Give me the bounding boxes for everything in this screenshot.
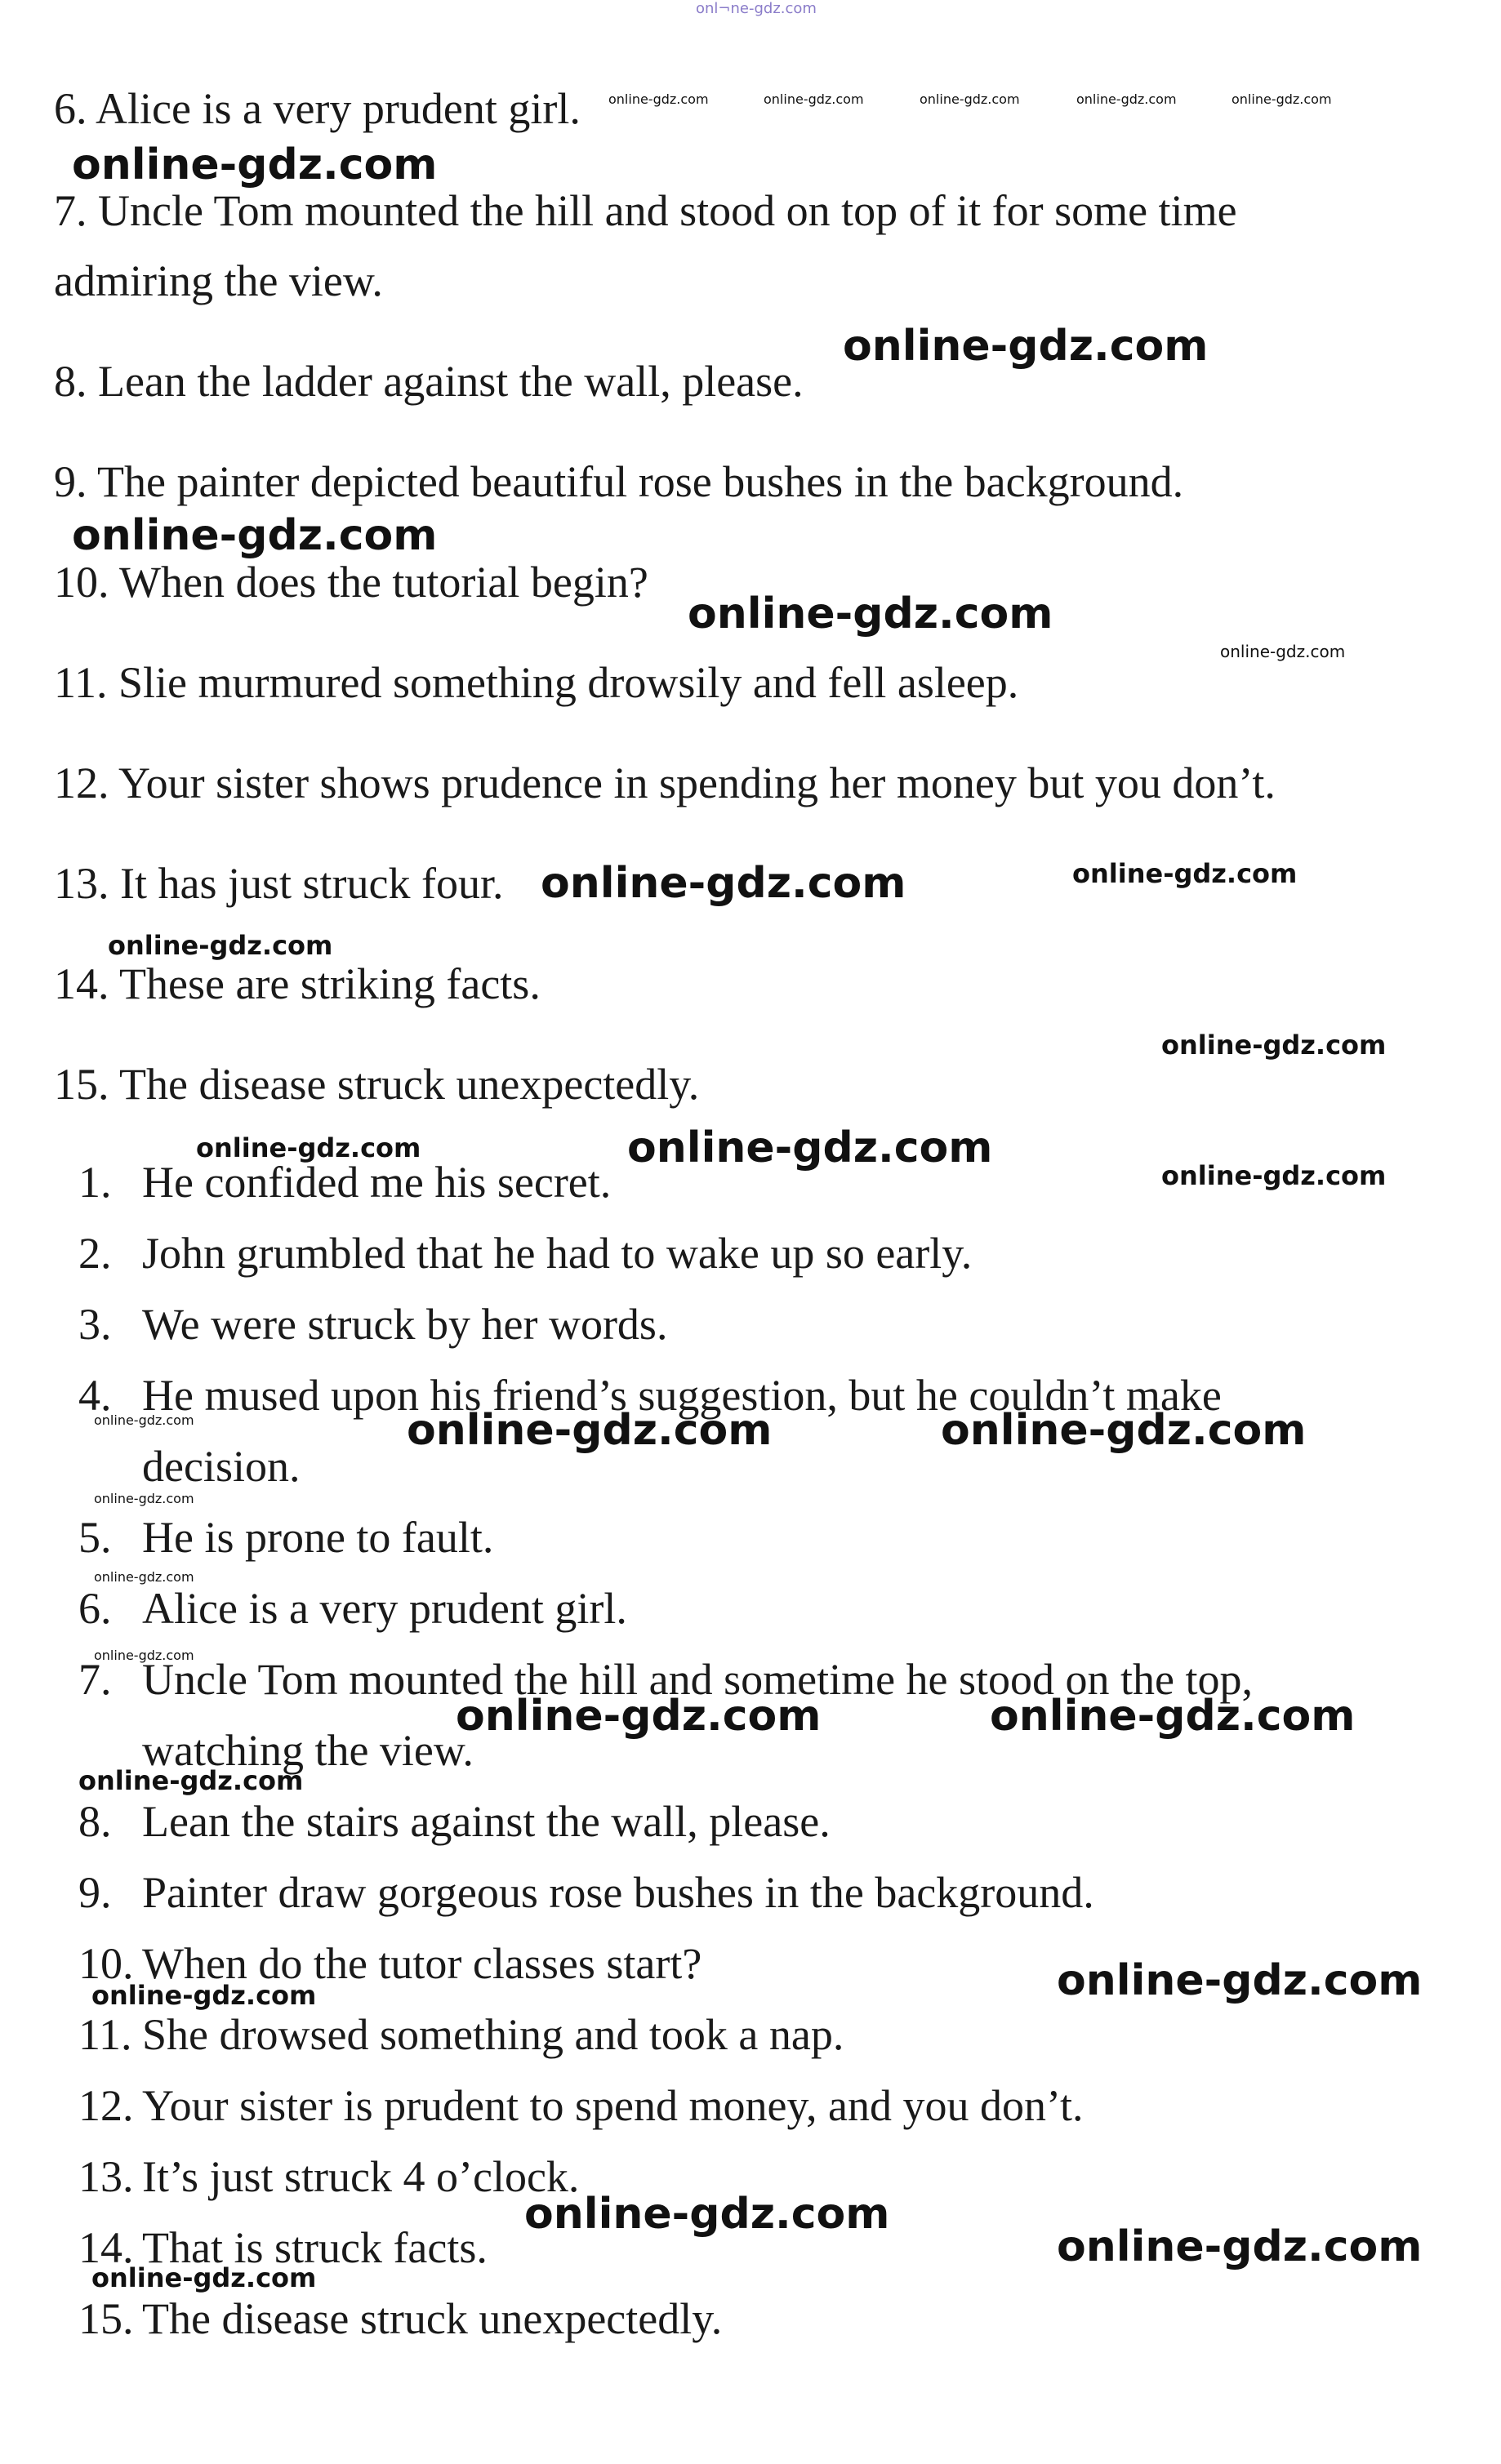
item-number: 4. [78, 1371, 112, 1420]
item-number: 8. [78, 1797, 112, 1846]
watermark: online-gdz.com [196, 1132, 421, 1163]
item-text: We were struck by her words. [142, 1300, 668, 1349]
watermark: online-gdz.com [990, 1692, 1356, 1741]
watermark: online-gdz.com [920, 91, 1020, 107]
top-watermark: onl¬ne-gdz.com [696, 0, 817, 17]
item-text: She drowsed something and took a nap. [142, 2010, 844, 2059]
watermark: online-gdz.com [407, 1406, 773, 1455]
s1-item-9: 9. The painter depicted beautiful rose bushes in the background. [54, 457, 1184, 506]
watermark: online-gdz.com [1076, 91, 1177, 107]
item-number: 10. [78, 1939, 134, 1988]
item-number: 13. [78, 2152, 134, 2201]
watermark: online-gdz.com [1057, 2222, 1423, 2271]
item-text: The disease struck unexpectedly. [142, 2294, 723, 2343]
watermark: online-gdz.com [1232, 91, 1332, 107]
watermark: online-gdz.com [456, 1692, 822, 1741]
watermark: online-gdz.com [94, 1412, 194, 1428]
watermark: online-gdz.com [541, 859, 906, 908]
watermark: online-gdz.com [78, 1765, 304, 1796]
item-text: He confided me his secret. [142, 1158, 612, 1207]
watermark: online-gdz.com [941, 1406, 1307, 1455]
item-number: 11. [78, 2010, 132, 2059]
watermark: online-gdz.com [1072, 858, 1298, 889]
item-text: Uncle Tom mounted the hill and sometime he stood on the top, [142, 1655, 1254, 1704]
watermark: online-gdz.com [91, 1980, 317, 2011]
item-text: Alice is a very prudent girl. [142, 1584, 627, 1633]
item-text: He is prone to fault. [142, 1513, 494, 1562]
item-number: 2. [78, 1229, 112, 1278]
s1-item-13: 13. It has just struck four. [54, 859, 504, 908]
s1-item-7: 7. Uncle Tom mounted the hill and stood on top of it for some time [54, 186, 1237, 235]
watermark: online-gdz.com [1161, 1160, 1387, 1191]
s1-item-10: 10. When does the tutorial begin? [54, 558, 648, 607]
watermark: online-gdz.com [108, 930, 333, 961]
watermark: online-gdz.com [1057, 1956, 1423, 2005]
item-text: When do the tutor classes start? [142, 1939, 702, 1988]
watermark: online-gdz.com [72, 511, 438, 560]
watermark: online-gdz.com [524, 2190, 890, 2239]
item-number: 15. [78, 2294, 134, 2343]
watermark: online-gdz.com [72, 140, 438, 189]
s1-item-8: 8. Lean the ladder against the wall, please. [54, 357, 804, 406]
item-text: It’s just struck 4 o’clock. [142, 2152, 580, 2201]
item-number: 7. [78, 1655, 112, 1704]
watermark: online-gdz.com [627, 1123, 993, 1172]
item-number: 6. [78, 1584, 112, 1633]
watermark: online-gdz.com [608, 91, 709, 107]
item-text: watching the view. [142, 1726, 474, 1775]
s1-item-12: 12. Your sister shows prudence in spending her money but you don’t. [54, 758, 1276, 807]
item-text: Lean the stairs against the wall, please. [142, 1797, 831, 1846]
item-number: 14. [78, 2223, 134, 2272]
s1-item-14: 14. These are striking facts. [54, 959, 541, 1008]
watermark: online-gdz.com [688, 589, 1053, 638]
item-number: 5. [78, 1513, 112, 1562]
item-text: John grumbled that he had to wake up so early. [142, 1229, 973, 1278]
s1-item-7-cont: admiring the view. [54, 256, 383, 305]
s1-item-6: 6. Alice is a very prudent girl. [54, 84, 581, 133]
s1-item-11: 11. Slie murmured something drowsily and fell asleep. [54, 658, 1019, 707]
watermark: online-gdz.com [1161, 1030, 1387, 1061]
watermark: online-gdz.com [94, 1648, 194, 1663]
item-number: 9. [78, 1868, 112, 1917]
item-text: Your sister is prudent to spend money, and you don’t. [142, 2081, 1084, 2130]
watermark: online-gdz.com [94, 1569, 194, 1585]
watermark: online-gdz.com [1220, 642, 1346, 661]
item-number: 1. [78, 1158, 112, 1207]
item-number: 12. [78, 2081, 134, 2130]
watermark: online-gdz.com [764, 91, 864, 107]
item-number: 3. [78, 1300, 112, 1349]
item-text: decision. [142, 1442, 301, 1491]
watermark: online-gdz.com [91, 2262, 317, 2293]
s1-item-15: 15. The disease struck unexpectedly. [54, 1060, 700, 1109]
watermark: online-gdz.com [94, 1491, 194, 1506]
item-text: He mused upon his friend’s suggestion, but he couldn’t make [142, 1371, 1222, 1420]
item-text: That is struck facts. [142, 2223, 488, 2272]
watermark: online-gdz.com [843, 322, 1209, 371]
item-text: Painter draw gorgeous rose bushes in the background. [142, 1868, 1094, 1917]
